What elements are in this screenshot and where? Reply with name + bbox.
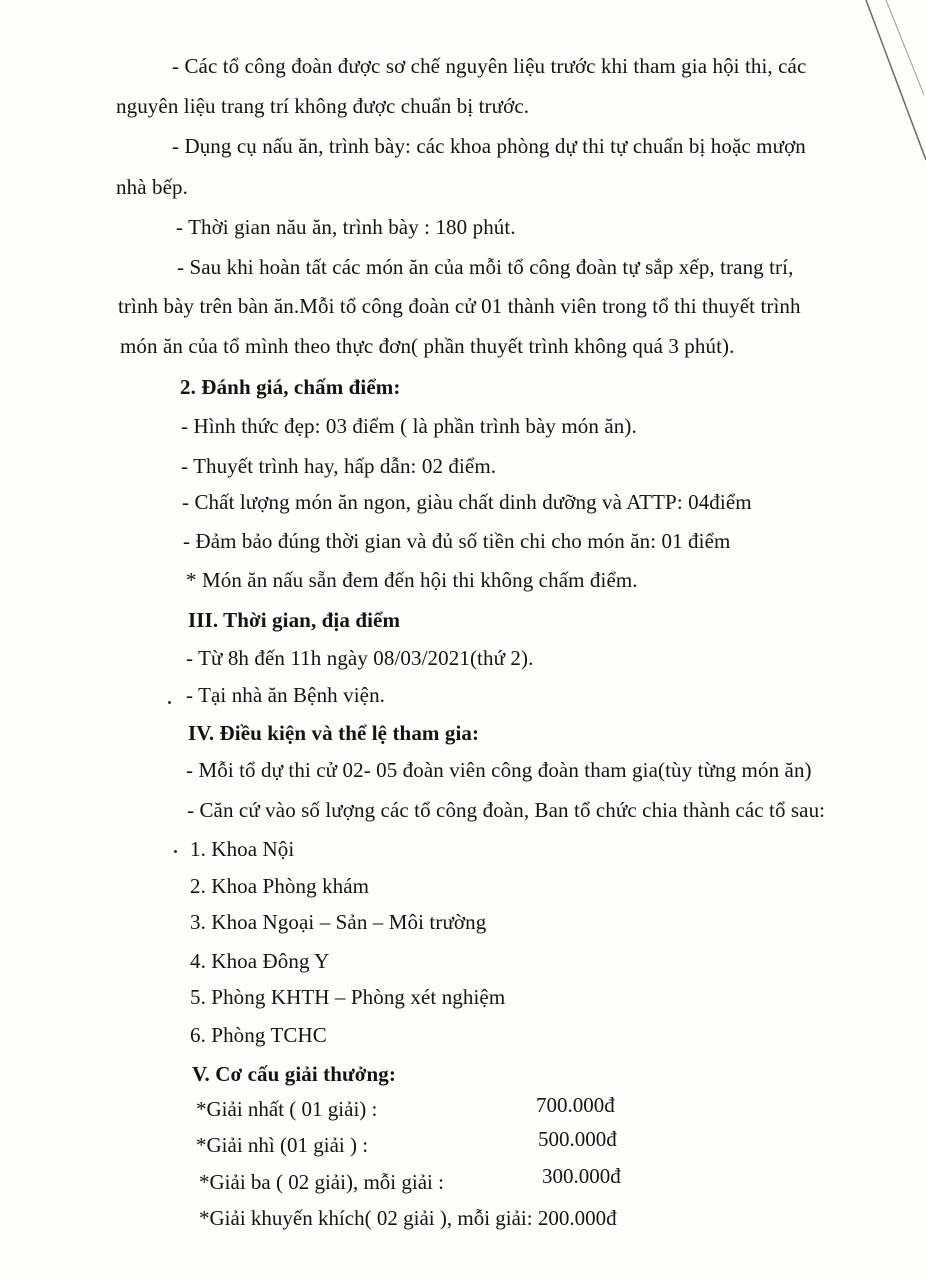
prize-label: *Giải nhì (01 giải ) : [196, 1133, 369, 1157]
rules-paragraph-4-line-1: - Sau khi hoàn tất các món ăn của mỗi tổ công đoàn tự sắp xếp, trang trí, [177, 255, 794, 279]
group-list-item: 1. Khoa Nội [190, 837, 295, 861]
prize-amount: 500.000đ [538, 1127, 617, 1151]
scoring-item: - Chất lượng món ăn ngon, giàu chất dinh dưỡng và ATTP: 04điểm [182, 490, 752, 514]
group-list-item: 6. Phòng TCHC [190, 1023, 327, 1047]
time-place-heading: III. Thời gian, địa điểm [188, 608, 401, 632]
time-place-item: - Từ 8h đến 11h ngày 08/03/2021(thứ 2). [186, 646, 534, 670]
rules-paragraph-4-line-3: món ăn của tổ mình theo thực đơn( phần thuyết trình không quá 3 phút). [120, 334, 735, 358]
conditions-heading: IV. Điều kiện và thể lệ tham gia: [188, 721, 480, 745]
prize-amount: 300.000đ [542, 1164, 621, 1188]
rules-paragraph-3: - Thời gian nău ăn, trình bày : 180 phút. [176, 215, 516, 239]
group-list-item: 4. Khoa Đông Y [190, 949, 330, 973]
scoring-item: - Đảm bảo đúng thời gian và đủ số tiền chi cho món ăn: 01 điểm [183, 529, 731, 553]
prize-label: *Giải ba ( 02 giải), mỗi giải : [199, 1170, 444, 1194]
prize-label: *Giải khuyến khích( 02 giải ), mỗi giải: 200.000đ [199, 1206, 617, 1230]
prizes-heading: V. Cơ cấu giải thưởng: [192, 1062, 396, 1086]
group-list-item: 5. Phòng KHTH – Phòng xét nghiệm [190, 985, 506, 1009]
group-list-item: 2. Khoa Phòng khám [190, 874, 370, 898]
scoring-heading: 2. Đánh giá, chấm điểm: [180, 375, 401, 399]
scan-speck [168, 701, 171, 704]
rules-paragraph-2-line-2: nhà bếp. [116, 175, 188, 199]
prize-amount: 700.000đ [536, 1093, 615, 1117]
scoring-note: * Món ăn nấu sẵn đem đến hội thi không chấm điểm. [186, 568, 638, 592]
rules-paragraph-4-line-2: trình bày trên bàn ăn.Mỗi tổ công đoàn cử 01 thành viên trong tổ thi thuyết trình [118, 294, 801, 318]
paper-fold-mark [846, 0, 926, 170]
scan-speck [174, 850, 177, 853]
scoring-item: - Thuyết trình hay, hấp dẫn: 02 điểm. [181, 454, 497, 478]
rules-paragraph-1-line-2: nguyên liệu trang trí không được chuẩn bị trước. [116, 94, 530, 118]
rules-paragraph-1-line-1: - Các tổ công đoàn được sơ chế nguyên liệu trước khi tham gia hội thi, các [172, 54, 807, 78]
group-list-item: 3. Khoa Ngoại – Sản – Môi trường [190, 910, 487, 934]
prize-label: *Giải nhất ( 01 giải) : [196, 1097, 378, 1121]
scoring-item: - Hình thức đẹp: 03 điểm ( là phần trình bày món ăn). [181, 414, 637, 438]
conditions-item: - Căn cứ vào số lượng các tổ công đoàn, Ban tổ chức chia thành các tổ sau: [187, 798, 826, 822]
conditions-item: - Mỗi tổ dự thi cử 02- 05 đoàn viên công đoàn tham gia(tùy từng món ăn) [186, 758, 812, 782]
rules-paragraph-2-line-1: - Dụng cụ nấu ăn, trình bày: các khoa phòng dự thi tự chuẩn bị hoặc mượn [172, 134, 806, 158]
time-place-item: - Tại nhà ăn Bệnh viện. [186, 683, 386, 707]
